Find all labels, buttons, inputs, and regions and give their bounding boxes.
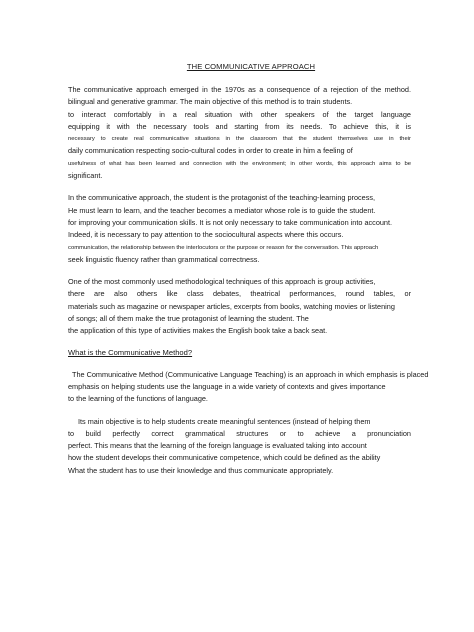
text-line: communication, the relationship between the interlocutors or the purpose or reason for the conversation. This approach bbox=[68, 244, 379, 251]
text-line: equipping it with the necessary tools and starting from its needs. To achieve this, it is bbox=[68, 121, 411, 131]
section-heading: What is the Communicative Method? bbox=[68, 347, 193, 357]
text-line: usefulness of what has been learned and connection with the environment; in other words, this approach aims to be bbox=[68, 160, 411, 167]
text-line: perfect. This means that the learning of the foreign language is evaluated taking into account bbox=[68, 441, 367, 451]
text-line: emphasis on helping students use the language in a wide variety of contexts and gives importance bbox=[68, 381, 386, 391]
text-line: there are also others like class debates, theatrical performances, round tables, or bbox=[68, 289, 411, 299]
text-line: seek linguistic fluency rather than grammatical correctness. bbox=[68, 254, 260, 264]
text-line: to interact comfortably in a real situation with other speakers of the target language bbox=[68, 109, 411, 119]
text-line: Indeed, it is necessary to pay attention to the sociocultural aspects where this occurs. bbox=[68, 230, 344, 240]
paragraph-1 bbox=[68, 84, 434, 182]
text-line: Its main objective is to help students create meaningful sentences (instead of helping them bbox=[78, 416, 371, 426]
paragraph-3 bbox=[68, 276, 434, 337]
text-line: significant. bbox=[68, 171, 103, 181]
text-line: how the student develops their communicative competence, which could be defined as the ability bbox=[68, 453, 381, 463]
text-line: necessary to create real communicative situations in the classroom that the student themselves use in their bbox=[68, 136, 411, 143]
text-line: The communicative approach emerged in the 1970s as a consequence of a rejection of the method. bbox=[68, 85, 411, 94]
paragraph-5 bbox=[68, 416, 434, 477]
text-line: He must learn to learn, and the teacher becomes a mediator whose role is to guide the student. bbox=[68, 205, 376, 215]
text-line: In the communicative approach, the student is the protagonist of the teaching-learning process, bbox=[68, 193, 376, 203]
document-title: THE COMMUNICATIVE APPROACH bbox=[186, 62, 316, 71]
text-line: bilingual and generative grammar. The main objective of this method is to train students. bbox=[68, 97, 353, 107]
paragraph-2 bbox=[68, 192, 434, 266]
text-line: The Communicative Method (Communicative Language Teaching) is an approach in which emphasis is placed bbox=[72, 369, 429, 379]
text-line: to build perfectly correct grammatical structures or to achieve a pronunciation bbox=[68, 428, 411, 438]
text-line: materials such as magazine or newspaper articles, excerpts from books, watching movies or listening bbox=[68, 301, 395, 311]
text-line: One of the most commonly used methodological techniques of this approach is group activities, bbox=[68, 277, 376, 287]
text-line: the application of this type of activities makes the English book take a back seat. bbox=[68, 326, 328, 336]
text-line: daily communication respecting socio-cultural codes in order to create in him a feeling of bbox=[68, 146, 353, 156]
paragraph-4 bbox=[68, 369, 434, 406]
text-line: for improving your communication skills. It is not only necessary to take communication into account. bbox=[68, 217, 393, 227]
text-line: to the learning of the functions of language. bbox=[68, 394, 208, 404]
text-line: of songs; all of them make the true protagonist of learning the student. The bbox=[68, 314, 309, 324]
text-line: What the student has to use their knowledge and thus communicate appropriately. bbox=[68, 465, 334, 475]
